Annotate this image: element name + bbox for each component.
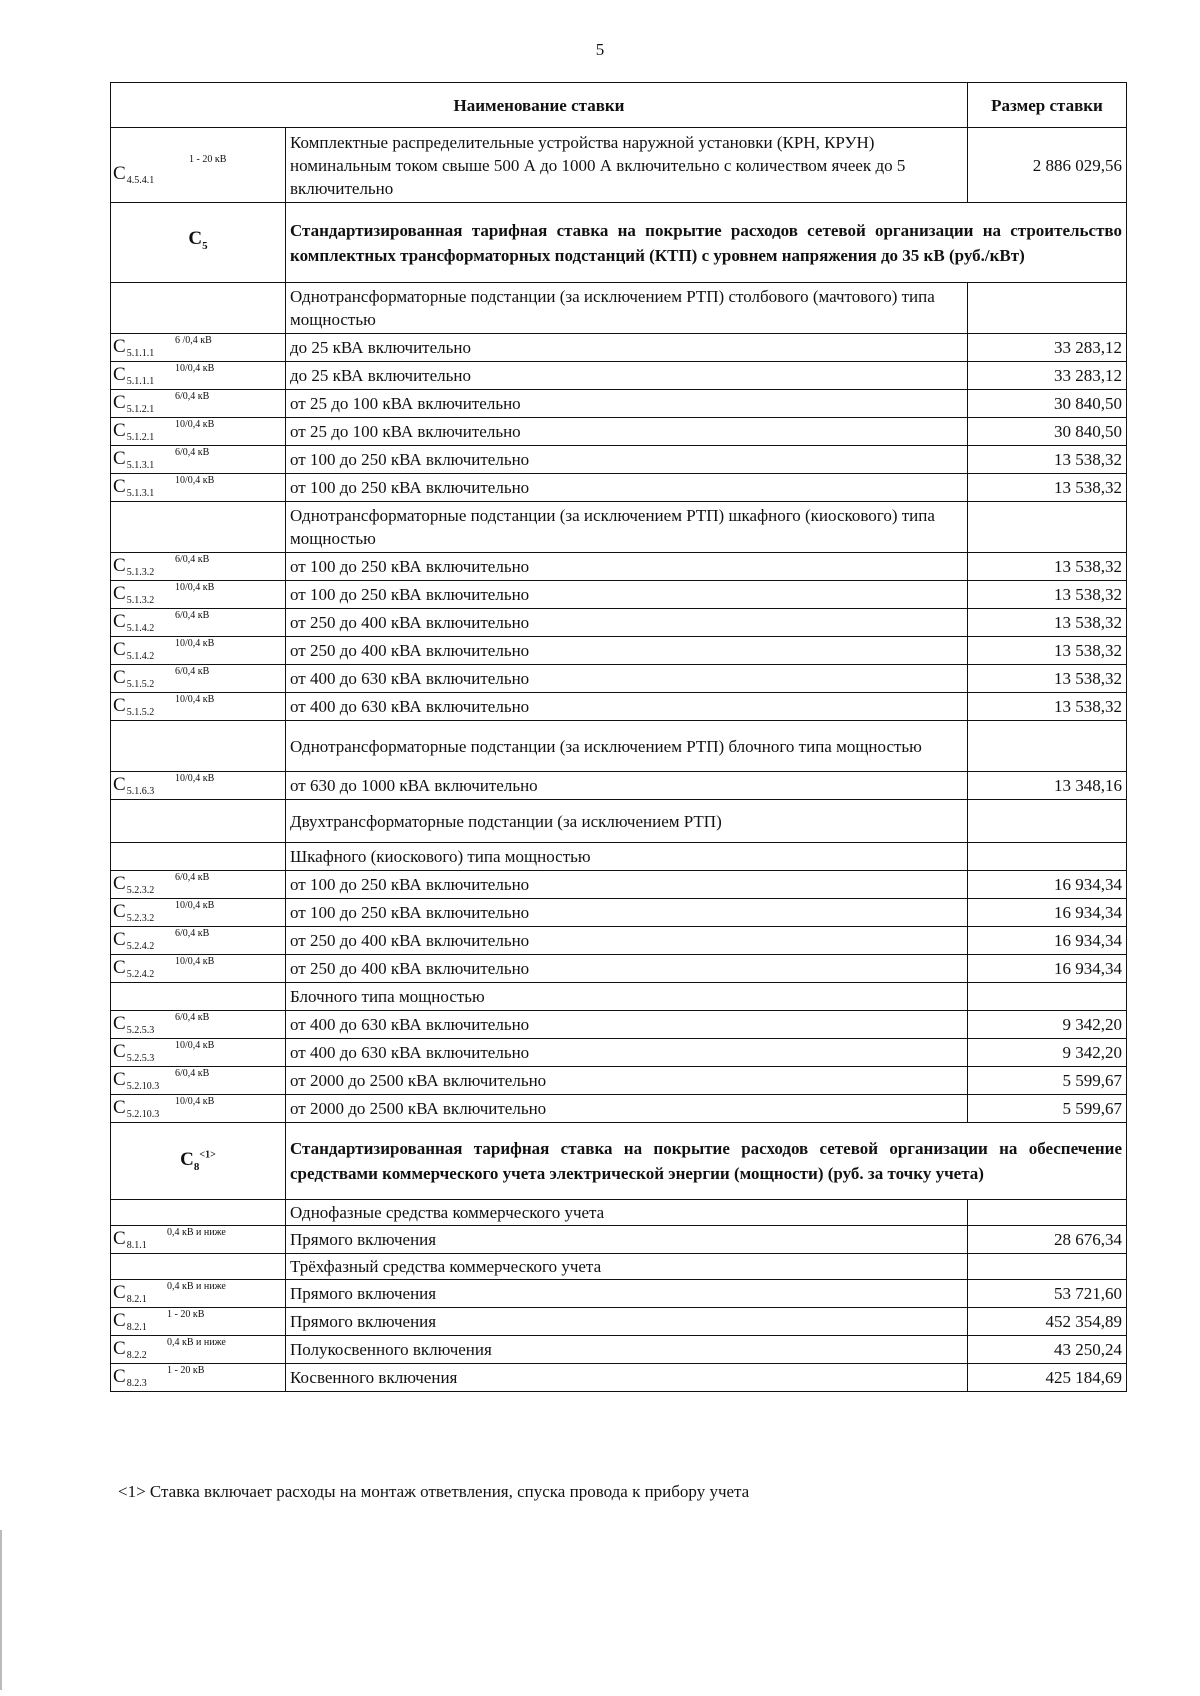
rate-code (111, 1336, 286, 1364)
rate-symbol: $C_{5.2.3.2}$ (113, 901, 155, 924)
voltage-label: 10/0,4 кВ (175, 1040, 215, 1051)
voltage-label: 6/0,4 кВ (175, 391, 210, 402)
rate-code (111, 1280, 286, 1308)
rate-symbol: $C_{4.5.4.1}$ (113, 163, 155, 186)
rate-code (111, 1039, 286, 1067)
table-row (111, 693, 1127, 721)
group-row (111, 843, 1127, 871)
rate-name: от 250 до 400 кВА включительно (286, 927, 968, 955)
rate-symbol: $C_{5.1.3.1}$ (113, 476, 155, 499)
rate-value: 13 538,32 (968, 553, 1127, 581)
rate-code (111, 474, 286, 502)
rate-name: до 25 кВА включительно (286, 334, 968, 362)
section-row-c8 (111, 1123, 1127, 1200)
rate-code (111, 609, 286, 637)
header-name: Наименование ставки (111, 83, 968, 128)
table-row (111, 955, 1127, 983)
voltage-label: 0,4 кВ и ниже (167, 1337, 226, 1348)
voltage-label: 10/0,4 кВ (175, 694, 215, 705)
table-row (111, 334, 1127, 362)
empty-cell (968, 721, 1127, 772)
rate-name: Прямого включения (286, 1226, 968, 1254)
group-row (111, 800, 1127, 843)
rate-value: 33 283,12 (968, 334, 1127, 362)
group-row (111, 983, 1127, 1011)
rate-symbol: $C_{5.1.3.2}$ (113, 555, 155, 578)
rate-code (111, 1011, 286, 1039)
rate-name: от 2000 до 2500 кВА включительно (286, 1095, 968, 1123)
rate-code (111, 581, 286, 609)
rate-value: 16 934,34 (968, 927, 1127, 955)
voltage-label: 6/0,4 кВ (175, 666, 210, 677)
section-title: Стандартизированная тарифная ставка на покрытие расходов сетевой организации на обеспечение средствами коммерческого учета электрической энергии (мощности) (руб. за точку учета) (286, 1123, 1127, 1200)
section-code (111, 203, 286, 283)
rate-code (111, 446, 286, 474)
voltage-label: 10/0,4 кВ (175, 638, 215, 649)
voltage-label: 6/0,4 кВ (175, 928, 210, 939)
voltage-label: 6/0,4 кВ (175, 447, 210, 458)
rate-code (111, 553, 286, 581)
rate-symbol: $C_{5.1.4.2}$ (113, 639, 155, 662)
rate-code (111, 899, 286, 927)
rate-name: от 25 до 100 кВА включительно (286, 418, 968, 446)
rate-value: 2 886 029,56 (968, 128, 1127, 203)
empty-cell (968, 1200, 1127, 1226)
rate-value: 28 676,34 (968, 1226, 1127, 1254)
voltage-label: 0,4 кВ и ниже (167, 1281, 226, 1292)
rate-value: 16 934,34 (968, 899, 1127, 927)
section-symbol: $C_8^{<1>}$ (180, 1148, 216, 1173)
scan-edge-mark (0, 1530, 2, 1690)
table-row (111, 871, 1127, 899)
voltage-label: 10/0,4 кВ (175, 900, 215, 911)
rate-symbol: $C_{5.1.1.1}$ (113, 364, 155, 387)
rate-value: 13 538,32 (968, 581, 1127, 609)
voltage-label: 1 - 20 кВ (167, 1309, 205, 1320)
rate-value: 13 538,32 (968, 474, 1127, 502)
rate-symbol: $C_{5.1.1.1}$ (113, 336, 155, 359)
table-row (111, 637, 1127, 665)
rate-value: 5 599,67 (968, 1095, 1127, 1123)
voltage-label: 6/0,4 кВ (175, 554, 210, 565)
empty-cell (111, 1200, 286, 1226)
voltage-label: 6 /0,4 кВ (175, 335, 212, 346)
rate-code (111, 1226, 286, 1254)
section-row-c5 (111, 203, 1127, 283)
rate-symbol: $C_{8.2.1}$ (113, 1282, 147, 1305)
rate-name: от 400 до 630 кВА включительно (286, 1039, 968, 1067)
rate-name: Косвенного включения (286, 1364, 968, 1392)
rate-name: от 400 до 630 кВА включительно (286, 665, 968, 693)
rate-value: 9 342,20 (968, 1039, 1127, 1067)
rate-code (111, 927, 286, 955)
rate-value: 16 934,34 (968, 955, 1127, 983)
voltage-label: 0,4 кВ и ниже (167, 1227, 226, 1238)
rate-symbol: $C_{5.1.4.2}$ (113, 611, 155, 634)
rate-symbol: $C_{5.1.6.3}$ (113, 774, 155, 797)
rate-code (111, 128, 286, 203)
empty-cell (111, 283, 286, 334)
table-row (111, 927, 1127, 955)
empty-cell (111, 502, 286, 553)
rate-name: от 250 до 400 кВА включительно (286, 637, 968, 665)
voltage-label: 10/0,4 кВ (175, 956, 215, 967)
table-row (111, 1011, 1127, 1039)
group-row (111, 502, 1127, 553)
rate-name: от 100 до 250 кВА включительно (286, 474, 968, 502)
group-row (111, 283, 1127, 334)
table-row (111, 1067, 1127, 1095)
rate-value: 13 538,32 (968, 665, 1127, 693)
rate-code (111, 390, 286, 418)
rate-name: от 100 до 250 кВА включительно (286, 871, 968, 899)
group-label: Двухтрансформаторные подстанции (за исключением РТП) (286, 800, 968, 843)
rate-symbol: $C_{5.1.5.2}$ (113, 667, 155, 690)
rate-value: 13 538,32 (968, 446, 1127, 474)
rate-value: 452 354,89 (968, 1308, 1127, 1336)
rates-table (110, 82, 1127, 1392)
rate-symbol: $C_{5.1.2.1}$ (113, 392, 155, 415)
voltage-label: 6/0,4 кВ (175, 1068, 210, 1079)
voltage-label: 10/0,4 кВ (175, 582, 215, 593)
rate-code (111, 362, 286, 390)
table-row (111, 446, 1127, 474)
rate-name: Прямого включения (286, 1280, 968, 1308)
table-row (111, 553, 1127, 581)
voltage-label: 1 - 20 кВ (189, 154, 227, 165)
table-row (111, 362, 1127, 390)
rate-code (111, 772, 286, 800)
voltage-label: 10/0,4 кВ (175, 363, 215, 374)
table-row (111, 899, 1127, 927)
rate-symbol: $C_{8.2.1}$ (113, 1310, 147, 1333)
group-label: Трёхфазный средства коммерческого учета (286, 1254, 968, 1280)
rate-name: от 400 до 630 кВА включительно (286, 693, 968, 721)
page-number: 5 (595, 40, 605, 59)
table-row (111, 1336, 1127, 1364)
rate-value: 5 599,67 (968, 1067, 1127, 1095)
table-row (111, 1095, 1127, 1123)
rate-name: Прямого включения (286, 1308, 968, 1336)
rate-name: от 100 до 250 кВА включительно (286, 899, 968, 927)
voltage-label: 10/0,4 кВ (175, 419, 215, 430)
table-row (111, 581, 1127, 609)
rate-name: до 25 кВА включительно (286, 362, 968, 390)
group-row (111, 1254, 1127, 1280)
rate-value: 9 342,20 (968, 1011, 1127, 1039)
voltage-label: 6/0,4 кВ (175, 1012, 210, 1023)
group-row (111, 721, 1127, 772)
footnote: <1> Ставка включает расходы на монтаж ответвления, спуска провода к прибору учета (118, 1482, 750, 1501)
group-label: Шкафного (киоскового) типа мощностью (286, 843, 968, 871)
table-row (111, 1280, 1127, 1308)
rate-code (111, 1364, 286, 1392)
rate-name: от 2000 до 2500 кВА включительно (286, 1067, 968, 1095)
rate-value: 43 250,24 (968, 1336, 1127, 1364)
table-header-row (111, 83, 1127, 128)
rate-name: от 100 до 250 кВА включительно (286, 553, 968, 581)
rate-name: от 100 до 250 кВА включительно (286, 446, 968, 474)
rate-name: от 630 до 1000 кВА включительно (286, 772, 968, 800)
empty-cell (968, 283, 1127, 334)
rate-code (111, 871, 286, 899)
rate-name: от 100 до 250 кВА включительно (286, 581, 968, 609)
rate-name: от 250 до 400 кВА включительно (286, 609, 968, 637)
rate-code (111, 1095, 286, 1123)
rate-value: 30 840,50 (968, 418, 1127, 446)
section-title: Стандартизированная тарифная ставка на покрытие расходов сетевой организации на строительство комплектных трансформаторных подстанций (КТП) с уровнем напряжения до 35 кВ (руб./кВт) (286, 203, 1127, 283)
rate-value: 13 348,16 (968, 772, 1127, 800)
table-row (111, 1226, 1127, 1254)
group-label: Однофазные средства коммерческого учета (286, 1200, 968, 1226)
empty-cell (111, 800, 286, 843)
rate-name: от 25 до 100 кВА включительно (286, 390, 968, 418)
rate-symbol: $C_{5.2.4.2}$ (113, 929, 155, 952)
group-row (111, 1200, 1127, 1226)
table-row (111, 1308, 1127, 1336)
rate-code (111, 955, 286, 983)
rate-symbol: $C_{5.1.2.1}$ (113, 420, 155, 443)
group-label: Однотрансформаторные подстанции (за исключением РТП) шкафного (киоскового) типа мощностью (286, 502, 968, 553)
rate-symbol: $C_{8.2.2}$ (113, 1338, 147, 1361)
rate-code (111, 1308, 286, 1336)
rate-symbol: $C_{5.1.3.1}$ (113, 448, 155, 471)
rate-symbol: $C_{5.2.10.3}$ (113, 1097, 160, 1120)
voltage-label: 6/0,4 кВ (175, 610, 210, 621)
rate-value: 13 538,32 (968, 637, 1127, 665)
rate-symbol: $C_{5.2.5.3}$ (113, 1013, 155, 1036)
rate-name: Комплектные распределительные устройства наружной установки (КРН, КРУН) номинальным током свыше 500 А до 1000 А включительно с количеством ячеек до 5 включительно (286, 128, 968, 203)
table-row (111, 390, 1127, 418)
rate-value: 53 721,60 (968, 1280, 1127, 1308)
table-row (111, 1364, 1127, 1392)
rate-symbol: $C_{5.2.5.3}$ (113, 1041, 155, 1064)
rate-code (111, 418, 286, 446)
rate-code (111, 1067, 286, 1095)
voltage-label: 10/0,4 кВ (175, 1096, 215, 1107)
rate-symbol: $C_{5.1.5.2}$ (113, 695, 155, 718)
rate-code (111, 637, 286, 665)
section-code (111, 1123, 286, 1200)
table-row (111, 418, 1127, 446)
rate-name: Полукосвенного включения (286, 1336, 968, 1364)
table-row (111, 128, 1127, 203)
empty-cell (968, 843, 1127, 871)
empty-cell (111, 843, 286, 871)
empty-cell (111, 983, 286, 1011)
header-value: Размер ставки (968, 83, 1127, 128)
rate-name: от 400 до 630 кВА включительно (286, 1011, 968, 1039)
table-row (111, 474, 1127, 502)
rate-value: 16 934,34 (968, 871, 1127, 899)
empty-cell (968, 983, 1127, 1011)
voltage-label: 10/0,4 кВ (175, 773, 215, 784)
group-label: Однотрансформаторные подстанции (за исключением РТП) столбового (мачтового) типа мощностью (286, 283, 968, 334)
empty-cell (968, 800, 1127, 843)
rate-value: 33 283,12 (968, 362, 1127, 390)
table-row (111, 1039, 1127, 1067)
rate-symbol: $C_{5.1.3.2}$ (113, 583, 155, 606)
empty-cell (968, 1254, 1127, 1280)
rate-symbol: $C_{8.2.3}$ (113, 1366, 147, 1389)
rate-symbol: $C_{8.1.1}$ (113, 1228, 147, 1251)
rate-value: 425 184,69 (968, 1364, 1127, 1392)
voltage-label: 10/0,4 кВ (175, 475, 215, 486)
empty-cell (968, 502, 1127, 553)
rate-symbol: $C_{5.2.3.2}$ (113, 873, 155, 896)
rate-code (111, 693, 286, 721)
rate-name: от 250 до 400 кВА включительно (286, 955, 968, 983)
rate-code (111, 334, 286, 362)
group-label: Однотрансформаторные подстанции (за исключением РТП) блочного типа мощностью (286, 721, 968, 772)
rate-symbol: $C_{5.2.4.2}$ (113, 957, 155, 980)
empty-cell (111, 721, 286, 772)
rate-symbol: $C_{5.2.10.3}$ (113, 1069, 160, 1092)
rate-value: 13 538,32 (968, 609, 1127, 637)
rate-value: 13 538,32 (968, 693, 1127, 721)
rate-code (111, 665, 286, 693)
table-row (111, 609, 1127, 637)
rate-value: 30 840,50 (968, 390, 1127, 418)
table-row (111, 665, 1127, 693)
section-symbol: $C_5$ (188, 228, 208, 252)
voltage-label: 6/0,4 кВ (175, 872, 210, 883)
table-row (111, 772, 1127, 800)
empty-cell (111, 1254, 286, 1280)
group-label: Блочного типа мощностью (286, 983, 968, 1011)
voltage-label: 1 - 20 кВ (167, 1365, 205, 1376)
